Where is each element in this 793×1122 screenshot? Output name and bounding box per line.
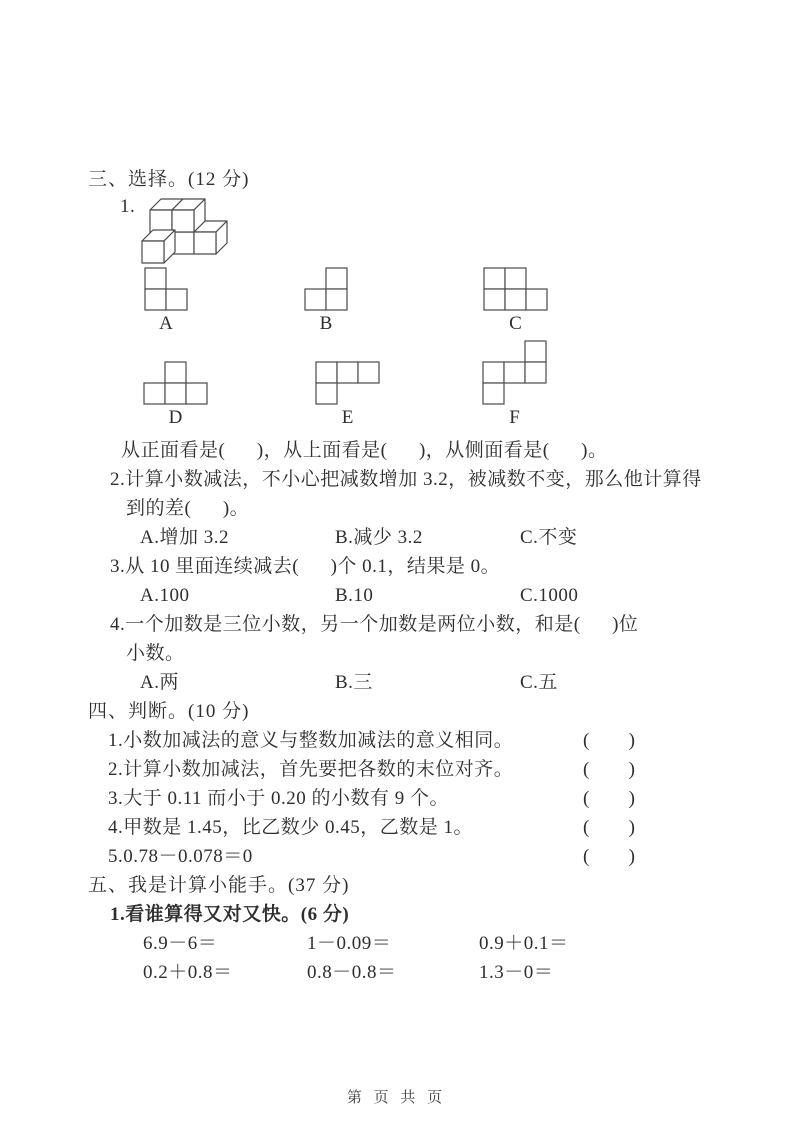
judge-item-text: 4.甲数是 1.45，比乙数少 0.45，乙数是 1。 <box>108 817 474 838</box>
choice-option: B.10 <box>335 585 374 606</box>
q2-line2: 到的差( )。 <box>126 498 250 519</box>
option-shape-F <box>482 340 547 428</box>
option-label-E: E <box>341 407 354 428</box>
judge-answer-parens <box>583 788 635 810</box>
judge-answer-parens <box>583 817 635 839</box>
judge-answer-parens <box>583 730 635 752</box>
judge-item-text: 3.大于 0.11 而小于 0.20 的小数有 9 个。 <box>108 788 450 809</box>
choice-option: A.增加 3.2 <box>140 527 229 548</box>
section3-title: 三、选择。(12 分) <box>88 169 250 190</box>
section5-title: 五、我是计算小能手。(37 分) <box>88 875 350 896</box>
judge-item-text: 2.计算小数加减法，首先要把各数的末位对齐。 <box>108 759 514 780</box>
judge-item-text: 1.小数加减法的意义与整数加减法的意义相同。 <box>108 730 514 751</box>
choice-option: B.三 <box>335 672 373 693</box>
paren-open: ( <box>583 788 590 809</box>
paren-close: ) <box>628 788 635 809</box>
section4-title: 四、判断。(10 分) <box>88 701 250 722</box>
option-shape-E <box>315 361 380 428</box>
paren-close: ) <box>628 846 635 867</box>
q1-views-line: 从正面看是( )，从上面看是( )，从侧面看是( )。 <box>121 440 608 461</box>
choice-option: A.两 <box>140 672 179 693</box>
judge-item-text: 5.0.78－0.078＝0 <box>108 846 253 867</box>
judge-answer-parens <box>583 846 635 868</box>
calc-problem: 0.8－0.8＝ <box>307 962 397 983</box>
paren-open: ( <box>583 817 590 838</box>
section5-subtitle: 1.看谁算得又对又快。(6 分) <box>110 904 350 925</box>
option-shape-D <box>143 361 208 428</box>
q4-line1: 4.一个加数是三位小数，另一个加数是两位小数，和是( )位 <box>110 614 639 635</box>
paren-open: ( <box>583 730 590 751</box>
paren-close: ) <box>628 730 635 751</box>
calc-problem: 0.9＋0.1＝ <box>479 933 569 954</box>
option-label-A: A <box>159 313 173 334</box>
calc-problem: 1－0.09＝ <box>307 933 392 954</box>
choice-option: C.五 <box>520 672 558 693</box>
choice-option: A.100 <box>140 585 190 606</box>
option-label-B: B <box>319 313 333 334</box>
calc-problem: 0.2＋0.8＝ <box>143 962 233 983</box>
q1-number: 1. <box>120 196 136 217</box>
q4-line2: 小数。 <box>126 643 185 664</box>
calc-problem: 1.3－0＝ <box>479 962 554 983</box>
option-label-F: F <box>509 407 520 428</box>
option-label-C: C <box>509 313 522 334</box>
paren-open: ( <box>583 846 590 867</box>
cube-stack-figure <box>140 197 242 269</box>
choice-option: B.减少 3.2 <box>335 527 423 548</box>
judge-answer-parens <box>583 759 635 781</box>
option-shape-C <box>483 267 548 334</box>
choice-option: C.不变 <box>520 527 578 548</box>
choice-option: C.1000 <box>520 585 579 606</box>
option-label-D: D <box>168 407 183 428</box>
paren-close: ) <box>628 817 635 838</box>
page-footer: 第 页 共 页 <box>346 1090 447 1106</box>
calc-problem: 6.9－6＝ <box>143 933 218 954</box>
option-shape-B <box>304 267 348 334</box>
paren-open: ( <box>583 759 590 780</box>
q3-line1: 3.从 10 里面连续减去( )个 0.1，结果是 0。 <box>110 556 501 577</box>
option-shape-A <box>144 267 188 334</box>
q2-line1: 2.计算小数减法，不小心把减数增加 3.2，被减数不变，那么他计算得 <box>110 469 702 490</box>
paren-close: ) <box>628 759 635 780</box>
